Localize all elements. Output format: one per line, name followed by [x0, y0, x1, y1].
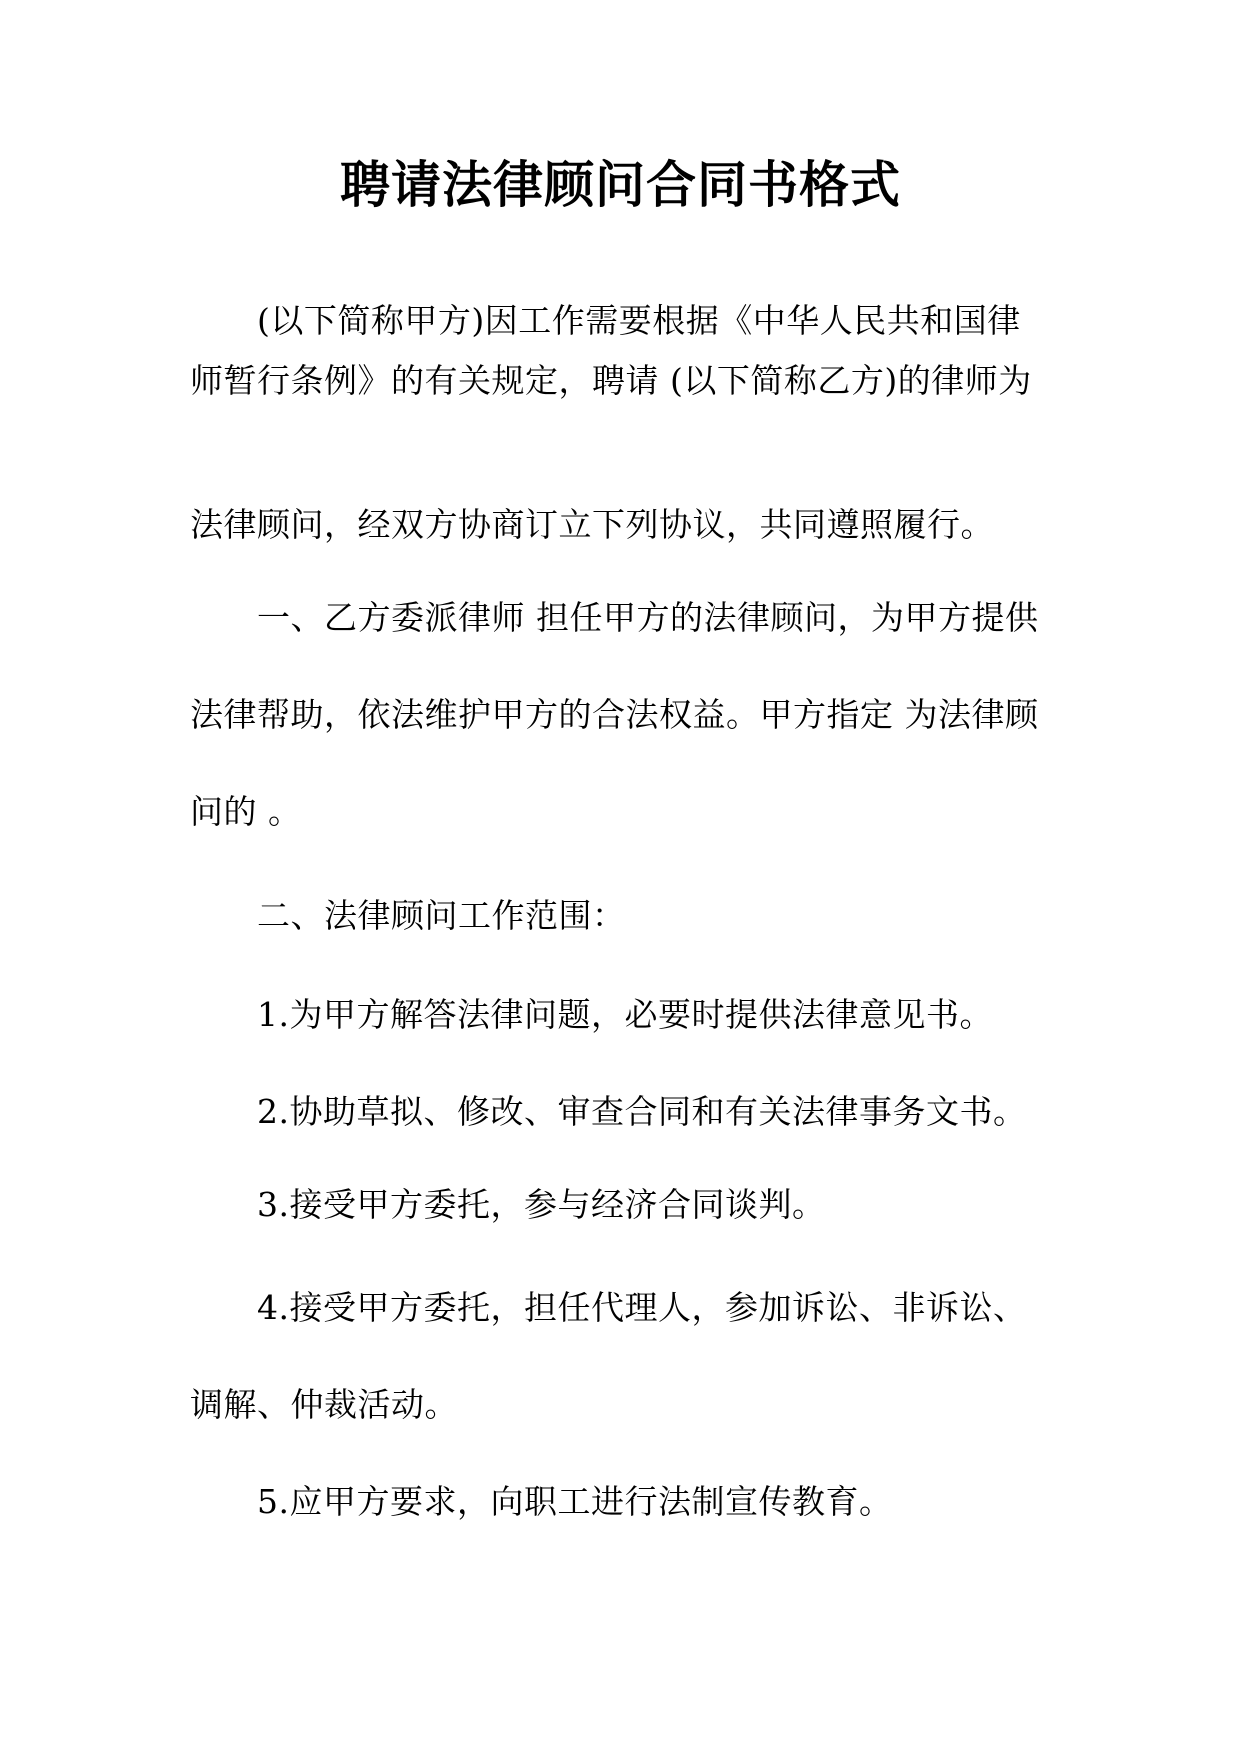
body-line-9: 2.协助草拟、修改、审查合同和有关法律事务文书。	[257, 1092, 1027, 1131]
body-line-6: 问的 。	[190, 792, 302, 831]
body-line-2: 师暂行条例》的有关规定，聘请 (以下简称乙方)的律师为	[190, 361, 1032, 400]
body-line-8: 1.为甲方解答法律问题，必要时提供法律意见书。	[257, 995, 993, 1034]
document-title: 聘请法律顾问合同书格式	[340, 156, 901, 214]
body-line-12: 调解、仲裁活动。	[190, 1385, 458, 1424]
body-line-3: 法律顾问，经双方协商订立下列协议，共同遵照履行。	[190, 505, 994, 544]
body-line-11: 4.接受甲方委托，担任代理人，参加诉讼、非诉讼、	[257, 1288, 1027, 1327]
body-line-5: 法律帮助，依法维护甲方的合法权益。甲方指定 为法律顾	[190, 695, 1039, 734]
body-line-13: 5.应甲方要求，向职工进行法制宣传教育。	[257, 1482, 893, 1521]
body-line-4: 一、乙方委派律师 担任甲方的法律顾问，为甲方提供	[257, 598, 1039, 637]
body-line-7: 二、法律顾问工作范围：	[257, 896, 626, 935]
body-line-10: 3.接受甲方委托，参与经济合同谈判。	[257, 1185, 826, 1224]
body-line-1: (以下简称甲方)因工作需要根据《中华人民共和国律	[257, 301, 1021, 340]
